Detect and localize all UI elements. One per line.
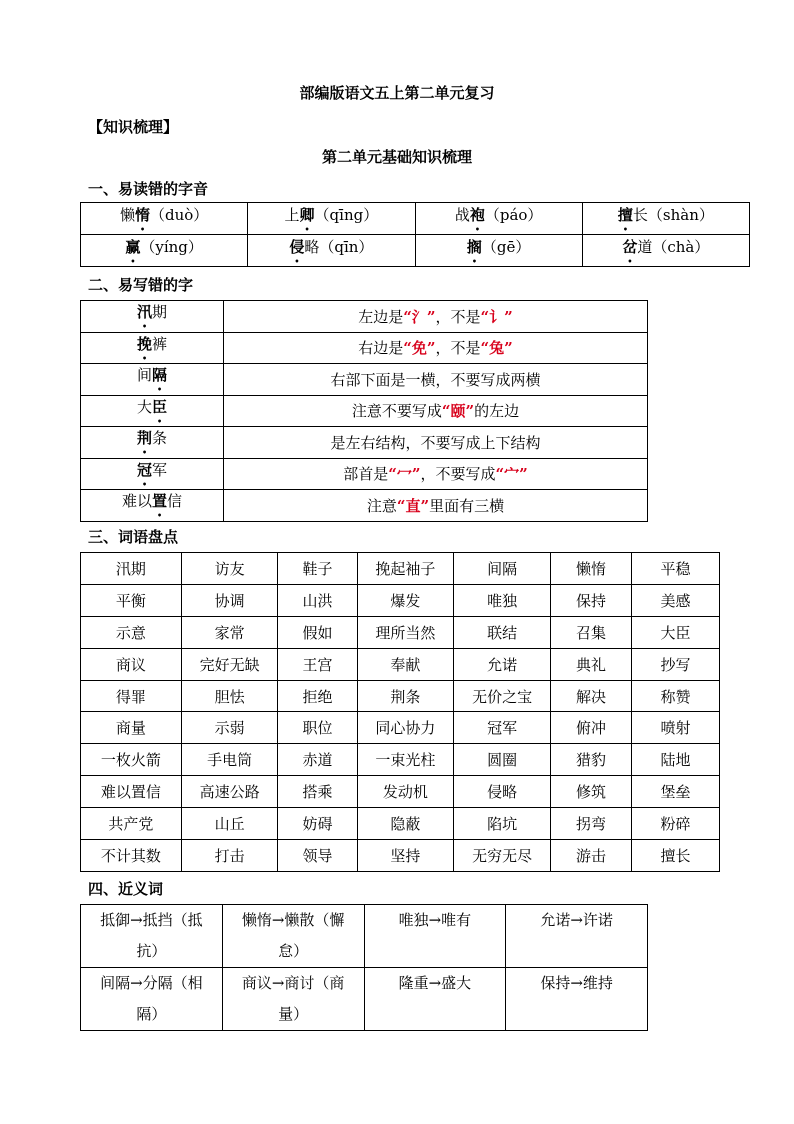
vocab-cell: 山丘 xyxy=(181,808,278,840)
cell-text: 长（shàn） xyxy=(632,205,714,224)
cell-text: （qīng） xyxy=(314,205,379,224)
note-text: 注意 xyxy=(366,496,397,515)
synonym-cell: 懒惰→懒散（懈怠） xyxy=(222,905,364,968)
vocab-cell: 示弱 xyxy=(181,712,278,744)
section2-heading: 二、易写错的字 xyxy=(88,276,194,294)
table-row xyxy=(81,553,720,585)
vocab-cell: 保持 xyxy=(551,584,632,616)
vocab-cell: 同心协力 xyxy=(357,712,454,744)
word-cell xyxy=(81,332,224,364)
vocab-cell: 召集 xyxy=(551,616,632,648)
vocab-cell: 汛期 xyxy=(81,553,182,585)
highlight-text: “颐” xyxy=(441,402,475,421)
vocab-cell: 假如 xyxy=(278,616,357,648)
table-row xyxy=(81,364,648,396)
table-row xyxy=(81,427,648,459)
cell-text: 间 xyxy=(136,366,152,385)
cell-text: 懒 xyxy=(119,205,135,224)
vocab-cell: 商议 xyxy=(81,648,182,680)
synonym-cell: 商议→商讨（商量） xyxy=(222,968,364,1031)
pronunciation-table xyxy=(80,202,750,267)
vocab-cell: 圆圈 xyxy=(454,744,551,776)
vocab-cell: 猎豹 xyxy=(551,744,632,776)
vocab-cell: 难以置信 xyxy=(81,776,182,808)
table-row xyxy=(81,680,720,712)
table-row xyxy=(81,968,648,1031)
table-row xyxy=(81,458,648,490)
cell-text: 略（qīn） xyxy=(304,237,374,256)
pronunciation-cell xyxy=(248,235,415,267)
vocab-cell: 访友 xyxy=(181,553,278,585)
marked-char: 搁 xyxy=(466,237,482,256)
vocab-cell: 发动机 xyxy=(357,776,454,808)
note-text: 里面有三横 xyxy=(429,496,505,515)
table-row xyxy=(81,776,720,808)
highlight-text: “宀” xyxy=(495,465,528,484)
section3-heading: 三、词语盘点 xyxy=(88,528,179,546)
marked-char: 臣 xyxy=(152,397,168,416)
word-cell xyxy=(81,427,224,459)
synonym-cell: 抵御→抵挡（抵抗） xyxy=(81,905,223,968)
vocab-cell: 陷坑 xyxy=(454,808,551,840)
vocab-cell: 称赞 xyxy=(632,680,720,712)
cell-text: 大 xyxy=(136,397,152,416)
table-row xyxy=(81,301,648,333)
marked-char: 擅 xyxy=(617,205,633,224)
highlight-text: “冖” xyxy=(388,465,421,484)
section4-heading: 四、近义词 xyxy=(88,880,164,898)
section1-heading: 一、易读错的字音 xyxy=(88,180,209,198)
table-row xyxy=(81,332,648,364)
vocab-cell: 山洪 xyxy=(278,584,357,616)
vocab-cell: 平衡 xyxy=(81,584,182,616)
cell-text: 战 xyxy=(454,205,470,224)
marked-char: 置 xyxy=(151,492,167,511)
note-cell xyxy=(224,395,648,427)
cell-text: （gē） xyxy=(481,237,531,256)
vocab-cell: 拒绝 xyxy=(278,680,357,712)
vocab-cell: 隐蔽 xyxy=(357,808,454,840)
vocab-cell: 大臣 xyxy=(632,616,720,648)
synonym-cell: 保持→维持 xyxy=(506,968,648,1031)
vocab-cell: 挽起袖子 xyxy=(357,553,454,585)
table-row xyxy=(81,235,750,267)
table-row xyxy=(81,808,720,840)
pronunciation-cell xyxy=(415,203,582,235)
vocab-cell: 赤道 xyxy=(278,744,357,776)
vocab-cell: 搭乘 xyxy=(278,776,357,808)
note-text: 部首是 xyxy=(343,465,389,484)
table-row xyxy=(81,584,720,616)
vocab-cell: 坚持 xyxy=(357,840,454,872)
marked-char: 岔 xyxy=(622,237,638,256)
word-cell xyxy=(81,301,224,333)
highlight-text: “讠” xyxy=(480,307,513,326)
table-row xyxy=(81,648,720,680)
table-row xyxy=(81,616,720,648)
note-cell xyxy=(224,364,648,396)
vocab-cell: 爆发 xyxy=(357,584,454,616)
pronunciation-cell xyxy=(415,235,582,267)
synonym-table xyxy=(80,904,648,1031)
table-row xyxy=(81,490,648,522)
marked-char: 侵 xyxy=(289,237,305,256)
pronunciation-cell xyxy=(248,203,415,235)
cell-text: 裤 xyxy=(152,334,168,353)
pronunciation-cell xyxy=(582,203,749,235)
vocab-cell: 妨碍 xyxy=(278,808,357,840)
unit-subtitle: 第二单元基础知识梳理 xyxy=(321,148,472,166)
vocab-cell: 无价之宝 xyxy=(454,680,551,712)
vocab-cell: 家常 xyxy=(181,616,278,648)
marked-char: 隔 xyxy=(152,366,168,385)
cell-text: 条 xyxy=(152,429,168,448)
vocab-cell: 商量 xyxy=(81,712,182,744)
vocab-cell: 高速公路 xyxy=(181,776,278,808)
pronunciation-cell xyxy=(582,235,749,267)
vocab-cell: 喷射 xyxy=(632,712,720,744)
synonym-cell: 唯独→唯有 xyxy=(364,905,506,968)
vocab-cell: 一束光柱 xyxy=(357,744,454,776)
marked-char: 汛 xyxy=(136,303,152,322)
note-text: 注意不要写成 xyxy=(351,402,442,421)
note-cell xyxy=(224,301,648,333)
vocab-cell: 无穷无尽 xyxy=(454,840,551,872)
vocab-cell: 手电筒 xyxy=(181,744,278,776)
vocab-cell: 懒惰 xyxy=(551,553,632,585)
table-row xyxy=(81,905,648,968)
vocab-cell: 联结 xyxy=(454,616,551,648)
note-text: ，不是 xyxy=(435,339,481,358)
vocab-cell: 荆条 xyxy=(357,680,454,712)
vocab-cell: 示意 xyxy=(81,616,182,648)
synonym-cell: 隆重→盛大 xyxy=(364,968,506,1031)
cell-text: （páo） xyxy=(484,205,543,224)
note-cell xyxy=(224,458,648,490)
vocab-cell: 擅长 xyxy=(632,840,720,872)
note-text: 左边是 xyxy=(358,307,404,326)
vocabulary-table xyxy=(80,552,720,872)
table-row xyxy=(81,203,750,235)
vocab-cell: 堡垒 xyxy=(632,776,720,808)
table-row xyxy=(81,840,720,872)
vocab-cell: 得罪 xyxy=(81,680,182,712)
note-text: 右部下面是一横，不要写成两横 xyxy=(330,370,541,389)
vocab-cell: 陆地 xyxy=(632,744,720,776)
synonym-cell: 间隔→分隔（相隔） xyxy=(81,968,223,1031)
vocab-cell: 唯独 xyxy=(454,584,551,616)
pronunciation-cell xyxy=(81,235,248,267)
vocab-cell: 粉碎 xyxy=(632,808,720,840)
marked-char: 冠 xyxy=(136,460,152,479)
cell-text: 信 xyxy=(167,492,183,511)
vocab-cell: 协调 xyxy=(181,584,278,616)
word-cell xyxy=(81,364,224,396)
cell-text: 军 xyxy=(152,460,168,479)
vocab-cell: 共产党 xyxy=(81,808,182,840)
marked-char: 袍 xyxy=(469,205,485,224)
knowledge-heading: 【知识梳理】 xyxy=(88,118,179,136)
vocab-cell: 允诺 xyxy=(454,648,551,680)
vocab-cell: 修筑 xyxy=(551,776,632,808)
pronunciation-cell xyxy=(81,203,248,235)
vocab-cell: 职位 xyxy=(278,712,357,744)
vocab-cell: 美感 xyxy=(632,584,720,616)
vocab-cell: 不计其数 xyxy=(81,840,182,872)
writing-table xyxy=(80,300,648,522)
vocab-cell: 打击 xyxy=(181,840,278,872)
vocab-cell: 游击 xyxy=(551,840,632,872)
vocab-cell: 胆怯 xyxy=(181,680,278,712)
cell-text: （duò） xyxy=(149,205,209,224)
word-cell xyxy=(81,490,224,522)
vocab-cell: 冠军 xyxy=(454,712,551,744)
marked-char: 惰 xyxy=(134,205,150,224)
cell-text: （yíng） xyxy=(140,237,203,256)
table-row xyxy=(81,395,648,427)
highlight-text: “氵” xyxy=(403,307,436,326)
highlight-text: “兔” xyxy=(480,339,513,358)
cell-text: 上 xyxy=(284,205,300,224)
word-cell xyxy=(81,458,224,490)
vocab-cell: 一枚火箭 xyxy=(81,744,182,776)
vocab-cell: 抄写 xyxy=(632,648,720,680)
note-text: ，不是 xyxy=(435,307,481,326)
vocab-cell: 理所当然 xyxy=(357,616,454,648)
table-row xyxy=(81,744,720,776)
highlight-text: “直” xyxy=(396,496,430,515)
highlight-text: “免” xyxy=(403,339,436,358)
note-text: 的左边 xyxy=(474,402,520,421)
vocab-cell: 鞋子 xyxy=(278,553,357,585)
vocab-cell: 平稳 xyxy=(632,553,720,585)
vocab-cell: 典礼 xyxy=(551,648,632,680)
note-cell xyxy=(224,332,648,364)
vocab-cell: 间隔 xyxy=(454,553,551,585)
vocab-cell: 俯冲 xyxy=(551,712,632,744)
vocab-cell: 王宫 xyxy=(278,648,357,680)
marked-char: 荆 xyxy=(136,429,152,448)
marked-char: 赢 xyxy=(125,237,141,256)
note-cell xyxy=(224,427,648,459)
synonym-cell: 允诺→许诺 xyxy=(506,905,648,968)
note-cell xyxy=(224,490,648,522)
marked-char: 卿 xyxy=(299,205,315,224)
vocab-cell: 奉献 xyxy=(357,648,454,680)
cell-text: 期 xyxy=(152,303,168,322)
word-cell xyxy=(81,395,224,427)
cell-text: 难以 xyxy=(121,492,152,511)
note-text: 右边是 xyxy=(358,339,404,358)
vocab-cell: 领导 xyxy=(278,840,357,872)
vocab-cell: 完好无缺 xyxy=(181,648,278,680)
cell-text: 道（chà） xyxy=(637,237,710,256)
vocab-cell: 解决 xyxy=(551,680,632,712)
table-row xyxy=(81,712,720,744)
page-title: 部编版语文五上第二单元复习 xyxy=(299,84,495,102)
vocab-cell: 拐弯 xyxy=(551,808,632,840)
note-text: 是左右结构，不要写成上下结构 xyxy=(330,433,541,452)
vocab-cell: 侵略 xyxy=(454,776,551,808)
marked-char: 挽 xyxy=(136,334,152,353)
note-text: ，不要写成 xyxy=(420,465,496,484)
